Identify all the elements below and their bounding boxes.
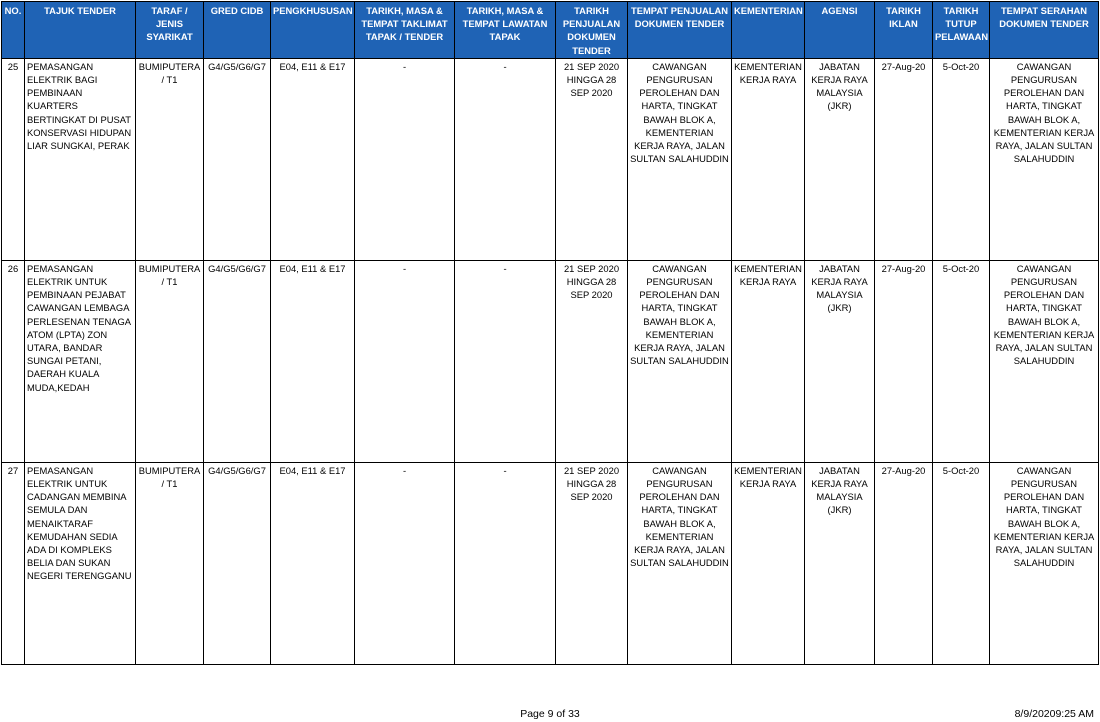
header-row [2,2,1099,59]
table-row [2,260,1099,462]
cell-taklimat: - [355,260,455,462]
cell-lawatan: - [455,58,556,260]
cell-tempat-penjualan: CAWANGAN PENGURUSAN PEROLEHAN DAN HARTA, TINGKAT BAWAH BLOK A, KEMENTERIAN KERJA RAYA, JALAN SULTAN SALAHUDDIN [628,462,732,664]
header-tutup: TARIKH TUTUP PELAWAAN [933,2,990,59]
header-taraf: TARAF / JENIS SYARIKAT [136,2,204,59]
header-pengkhususan: PENGKHUSUSAN [271,2,355,59]
page-number: Page 9 of 33 [520,708,580,720]
cell-gred: G4/G5/G6/G7 [204,58,271,260]
header-penjualan: TARIKH PENJUALAN DOKUMEN TENDER [556,2,628,59]
cell-tajuk: PEMASANGAN ELEKTRIK UNTUK PEMBINAAN PEJABAT CAWANGAN LEMBAGA PERLESENAN TENAGA ATOM (LPTA) ZON UTARA, BANDAR SUNGAI PETANI, DAERAH KUALA MUDA,KEDAH [25,260,136,462]
cell-lawatan: - [455,260,556,462]
cell-tutup: 5-Oct-20 [933,462,990,664]
cell-no: 25 [2,58,25,260]
header-no: NO. [2,2,25,59]
cell-agensi: JABATAN KERJA RAYA MALAYSIA (JKR) [805,462,875,664]
cell-agensi: JABATAN KERJA RAYA MALAYSIA (JKR) [805,260,875,462]
header-taklimat: TARIKH, MASA & TEMPAT TAKLIMAT TAPAK / TENDER [355,2,455,59]
cell-tajuk: PEMASANGAN ELEKTRIK BAGI PEMBINAAN KUARTERS BERTINGKAT DI PUSAT KONSERVASI HIDUPAN LIAR SUNGKAI, PERAK [25,58,136,260]
cell-no: 27 [2,462,25,664]
cell-gred: G4/G5/G6/G7 [204,260,271,462]
cell-tajuk: PEMASANGAN ELEKTRIK UNTUK CADANGAN MEMBINA SEMULA DAN MENAIKTARAF KEMUDAHAN SEDIA ADA DI KOMPLEKS BELIA DAN SUKAN NEGERI TERENGGANU [25,462,136,664]
header-gred: GRED CIDB [204,2,271,59]
header-tempat-penjualan: TEMPAT PENJUALAN DOKUMEN TENDER [628,2,732,59]
header-iklan: TARIKH IKLAN [875,2,933,59]
cell-tempat-penjualan: CAWANGAN PENGURUSAN PEROLEHAN DAN HARTA, TINGKAT BAWAH BLOK A, KEMENTERIAN KERJA RAYA, JALAN SULTAN SALAHUDDIN [628,58,732,260]
cell-lawatan: - [455,462,556,664]
cell-taraf: BUMIPUTERA / T1 [136,462,204,664]
tender-table [1,1,1099,665]
cell-gred: G4/G5/G6/G7 [204,462,271,664]
cell-taraf: BUMIPUTERA / T1 [136,260,204,462]
cell-penjualan: 21 SEP 2020 HINGGA 28 SEP 2020 [556,462,628,664]
cell-penjualan: 21 SEP 2020 HINGGA 28 SEP 2020 [556,58,628,260]
header-kementerian: KEMENTERIAN [732,2,805,59]
cell-serahan: CAWANGAN PENGURUSAN PEROLEHAN DAN HARTA, TINGKAT BAWAH BLOK A, KEMENTERIAN KERJA RAYA, JALAN SULTAN SALAHUDDIN [990,462,1099,664]
header-tajuk: TAJUK TENDER [25,2,136,59]
header-serahan: TEMPAT SERAHAN DOKUMEN TENDER [990,2,1099,59]
cell-taklimat: - [355,58,455,260]
cell-iklan: 27-Aug-20 [875,260,933,462]
cell-pengkhususan: E04, E11 & E17 [271,462,355,664]
cell-iklan: 27-Aug-20 [875,58,933,260]
header-agensi: AGENSI [805,2,875,59]
cell-no: 26 [2,260,25,462]
cell-taklimat: - [355,462,455,664]
table-row [2,462,1099,664]
header-lawatan: TARIKH, MASA & TEMPAT LAWATAN TAPAK [455,2,556,59]
cell-kementerian: KEMENTERIAN KERJA RAYA [732,58,805,260]
cell-penjualan: 21 SEP 2020 HINGGA 28 SEP 2020 [556,260,628,462]
cell-serahan: CAWANGAN PENGURUSAN PEROLEHAN DAN HARTA, TINGKAT BAWAH BLOK A, KEMENTERIAN KERJA RAYA, JALAN SULTAN SALAHUDDIN [990,260,1099,462]
cell-pengkhususan: E04, E11 & E17 [271,58,355,260]
cell-tutup: 5-Oct-20 [933,260,990,462]
table-row [2,58,1099,260]
cell-tempat-penjualan: CAWANGAN PENGURUSAN PEROLEHAN DAN HARTA, TINGKAT BAWAH BLOK A, KEMENTERIAN KERJA RAYA, JALAN SULTAN SALAHUDDIN [628,260,732,462]
print-timestamp: 8/9/20209:25 AM [1014,708,1094,720]
cell-kementerian: KEMENTERIAN KERJA RAYA [732,260,805,462]
cell-iklan: 27-Aug-20 [875,462,933,664]
cell-pengkhususan: E04, E11 & E17 [271,260,355,462]
cell-agensi: JABATAN KERJA RAYA MALAYSIA (JKR) [805,58,875,260]
cell-serahan: CAWANGAN PENGURUSAN PEROLEHAN DAN HARTA, TINGKAT BAWAH BLOK A, KEMENTERIAN KERJA RAYA, JALAN SULTAN SALAHUDDIN [990,58,1099,260]
cell-taraf: BUMIPUTERA / T1 [136,58,204,260]
cell-kementerian: KEMENTERIAN KERJA RAYA [732,462,805,664]
cell-tutup: 5-Oct-20 [933,58,990,260]
